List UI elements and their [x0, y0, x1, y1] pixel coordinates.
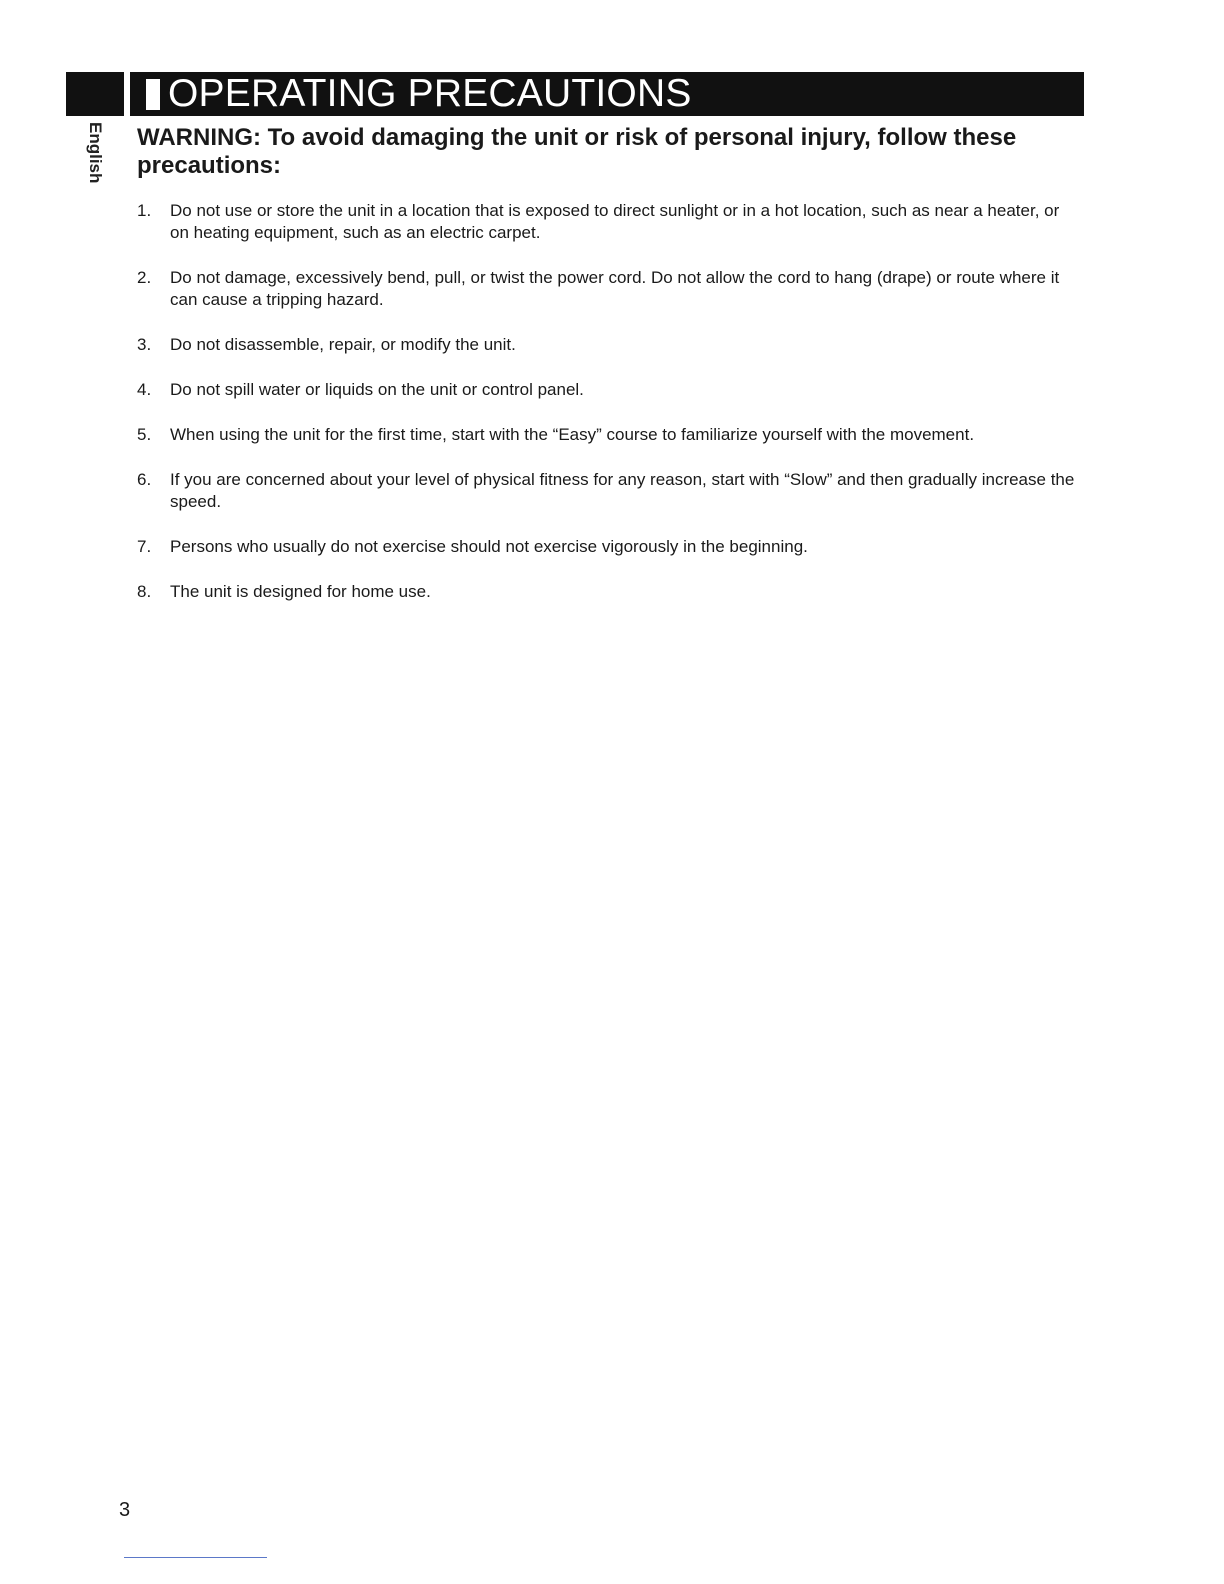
item-text: Do not spill water or liquids on the unit or control panel.: [170, 380, 584, 399]
header-marker: [146, 79, 160, 110]
warning-heading: WARNING: To avoid damaging the unit or risk of personal injury, follow these precautions:: [137, 124, 1017, 179]
list-item: [137, 334, 1077, 356]
list-item: [137, 469, 1077, 513]
list-item: [137, 200, 1077, 244]
item-text: Do not use or store the unit in a location that is exposed to direct sunlight or in a hot location, such as near a heater, or on heating equipment, such as an electric carpet.: [170, 201, 1060, 242]
item-number: 5.: [137, 425, 152, 444]
footer-divider: [124, 1557, 267, 1558]
item-number: 6.: [137, 470, 152, 489]
item-text: Persons who usually do not exercise should not exercise vigorously in the beginning.: [170, 537, 808, 556]
item-text: When using the unit for the first time, start with the “Easy” course to familiarize yourself with the movement.: [170, 425, 975, 444]
item-text: Do not disassemble, repair, or modify the unit.: [170, 335, 516, 354]
list-item: [137, 379, 1077, 401]
list-item: [137, 536, 1077, 558]
item-number: 3.: [137, 335, 152, 354]
item-text: The unit is designed for home use.: [170, 582, 431, 601]
item-number: 2.: [137, 268, 152, 287]
list-item: [137, 581, 1077, 603]
list-item: [137, 267, 1077, 311]
page-title: OPERATING PRECAUTIONS: [168, 72, 692, 115]
language-tab-label: English: [86, 122, 105, 184]
header-block-left: [66, 72, 124, 116]
precautions-list: [137, 200, 1077, 626]
item-number: 7.: [137, 537, 152, 556]
list-item: [137, 424, 1077, 446]
item-text: Do not damage, excessively bend, pull, or twist the power cord. Do not allow the cord to hang (drape) or route where it can cause a tripping hazard.: [170, 268, 1060, 309]
item-number: 1.: [137, 201, 152, 220]
item-number: 8.: [137, 582, 152, 601]
page-number: 3: [119, 1499, 131, 1521]
item-text: If you are concerned about your level of physical fitness for any reason, start with “Slow” and then gradually increase the speed.: [170, 470, 1075, 511]
item-number: 4.: [137, 380, 152, 399]
